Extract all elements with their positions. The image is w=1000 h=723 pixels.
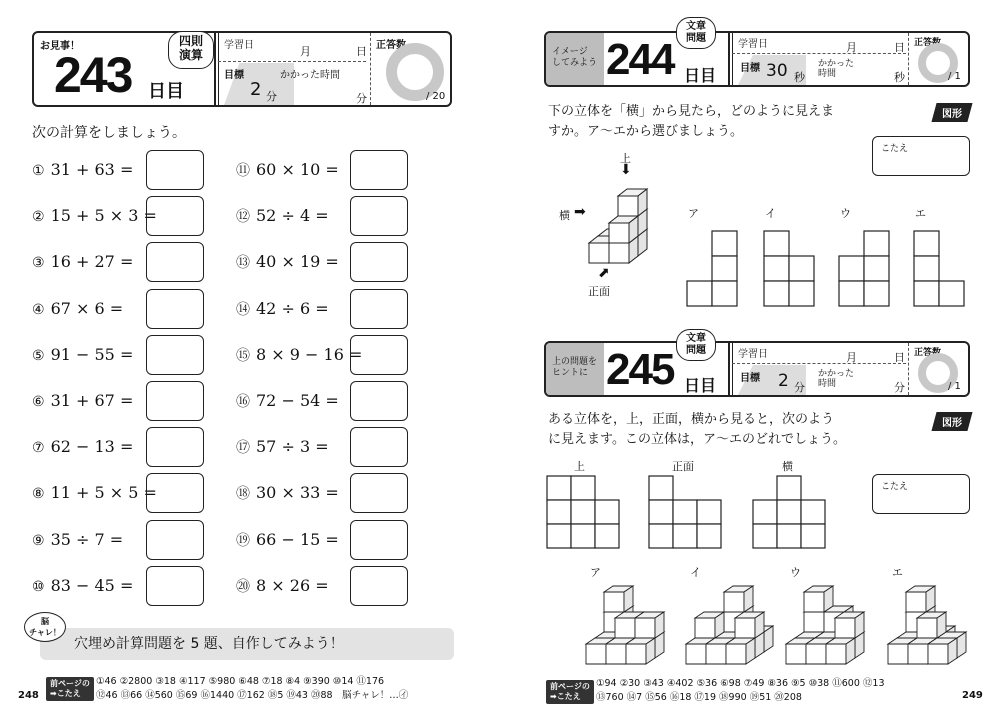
goal-value: 2 [250, 79, 262, 100]
challenge-bar [40, 628, 454, 660]
answers-line-1: ①46 ②2800 ③18 ④117 ⑤980 ⑥48 ⑦18 ⑧4 ⑨390 ⑩14 ⑪176 [96, 676, 385, 687]
page-number-right: 249 [962, 690, 983, 701]
problem-1 [32, 160, 133, 179]
grid-cell [764, 256, 789, 281]
cube-face [604, 592, 624, 612]
problem-expression: 57 ÷ 3 = [256, 437, 329, 457]
answer-box-17[interactable] [350, 427, 408, 467]
cube-face [609, 223, 629, 243]
month-label-244: 月 [846, 41, 857, 54]
problem-number: ⑮ [236, 347, 250, 364]
answer-box-14[interactable] [350, 289, 408, 329]
cube-face [618, 196, 638, 216]
problem-number: ⑲ [236, 532, 250, 549]
grid-cell [764, 281, 789, 306]
answer-box-9[interactable] [146, 520, 204, 560]
day244-header [544, 21, 970, 87]
grid-cell [864, 231, 889, 256]
cube-face [586, 644, 606, 664]
problem-number: ① [32, 163, 45, 179]
view-label-top-245: 上 [574, 460, 585, 473]
grid-cell [801, 524, 825, 548]
grid-cell [673, 524, 697, 548]
score-label-245: 正答数 [914, 348, 942, 358]
grid-cell [673, 500, 697, 524]
day-number: 243 [54, 47, 132, 103]
day-unit: 日目 [148, 81, 184, 102]
cube-face [735, 618, 755, 638]
view-top-grid [546, 475, 620, 549]
tab-text-245: 上の問題を ヒントに [552, 357, 598, 378]
goal-unit-245: 分 [794, 381, 805, 394]
time-unit: 分 [356, 92, 367, 105]
q244-text-2: すか。ア～エから選びましょう。 [548, 124, 744, 139]
cube-face [908, 644, 928, 664]
study-date-label: 学習日 [224, 40, 254, 51]
problem-number: ⑬ [236, 255, 250, 272]
grid-cell [547, 524, 571, 548]
grid-cell [789, 281, 814, 306]
problem-number: ⑩ [32, 578, 45, 595]
problem-16 [236, 391, 339, 411]
answer-box-5[interactable] [146, 335, 204, 375]
grid-cell [914, 231, 939, 256]
grid-cell [712, 231, 737, 256]
cube-face [635, 618, 655, 638]
problem-expression: 67 × 6 = [50, 298, 124, 318]
q245-answer-box[interactable]: こたえ [872, 474, 970, 514]
problem-12 [236, 206, 329, 226]
cube-face [835, 618, 855, 638]
grid-cell [914, 256, 939, 281]
goal-unit: 分 [266, 90, 277, 103]
answer-box-4[interactable] [146, 289, 204, 329]
answer-box-11[interactable] [350, 150, 408, 190]
q244-figure [585, 185, 655, 265]
problem-19 [236, 530, 339, 550]
grid-cell [864, 281, 889, 306]
day245-header [544, 333, 970, 397]
cube-face [906, 592, 926, 612]
problem-7 [32, 437, 133, 456]
page-number-left: 248 [18, 690, 39, 701]
problem-number: ⑯ [236, 394, 250, 410]
q244-tag: 図形 [931, 103, 972, 122]
answer-box-12[interactable] [350, 196, 408, 236]
q245-text-1: ある立体を，上，正面，横から見ると，次のよう [548, 412, 835, 427]
choice-figure-245-3 [884, 588, 974, 668]
problem-6 [32, 391, 133, 410]
choice-grid-244-1 [763, 230, 815, 307]
q245-tag: 図形 [931, 412, 972, 431]
problem-13 [236, 252, 339, 272]
cube-face [609, 243, 629, 263]
grid-cell [649, 524, 673, 548]
choice-label-245-3: エ [892, 566, 903, 579]
grid-cell [547, 500, 571, 524]
time-unit-244: 秒 [894, 71, 905, 84]
problem-17 [236, 437, 329, 457]
answer-box-2[interactable] [146, 196, 204, 236]
grid-cell [649, 476, 673, 500]
cube-face [917, 618, 937, 638]
problem-expression: 8 × 26 = [256, 575, 329, 595]
problem-number: ② [32, 209, 45, 226]
grid-cell [777, 500, 801, 524]
answer-box-1[interactable] [146, 150, 204, 190]
problem-number: ③ [32, 255, 45, 272]
answer-box-13[interactable] [350, 242, 408, 282]
cube-face [726, 644, 746, 664]
q244-text-1: 下の立体を「横」から見たら，どのように見えま [548, 104, 835, 119]
problem-number: ⑫ [236, 209, 250, 226]
problem-4 [32, 299, 123, 318]
cube-face [806, 644, 826, 664]
q244-answer-box[interactable]: こたえ [872, 136, 970, 176]
answer-box-20[interactable] [350, 566, 408, 606]
problem-expression: 35 ÷ 7 = [50, 529, 124, 549]
grid-cell [697, 500, 721, 524]
category-bubble-244: 文章 問題 [676, 17, 716, 49]
cube-face [589, 243, 609, 263]
view-label-top-244: 上 [620, 152, 631, 165]
grid-cell [712, 256, 737, 281]
answers-line-2: ⑫46 ⑬66 ⑭560 ⑮69 ⑯1440 ⑰162 ⑱5 ⑲43 ⑳88 脳チャレ！…㋑ [96, 690, 409, 701]
score-total-245: / 1 [948, 381, 961, 392]
answer-box-16[interactable] [350, 381, 408, 421]
cube-face [804, 612, 824, 632]
score-label: 正答数 [376, 40, 406, 51]
choice-label-245-0: ア [590, 566, 601, 579]
instruction: 次の計算をしましょう。 [32, 125, 186, 141]
grid-cell [547, 476, 571, 500]
choice-figure-245-1 [682, 588, 772, 668]
problem-number: ⑧ [32, 486, 45, 503]
problem-expression: 60 × 10 = [256, 160, 339, 179]
view-front-grid [648, 475, 722, 549]
problem-expression: 40 × 19 = [256, 252, 339, 272]
choice-grid-244-3 [913, 230, 965, 307]
category-bubble: 四則 演算 [168, 31, 214, 69]
prev-answers-label-right: 前ページの ➡こたえ [546, 680, 594, 704]
problem-number: ⑨ [32, 532, 45, 549]
choice-figure-245-2 [782, 588, 872, 668]
grid-cell [571, 476, 595, 500]
arrow-upright-icon: ⬈ [598, 265, 610, 281]
day243-header [32, 31, 452, 107]
problem-expression: 11 + 5 × 5 = [50, 483, 157, 503]
answer-box-6[interactable] [146, 381, 204, 421]
choice-label-244-1: イ [765, 207, 776, 220]
cube-face [615, 618, 635, 638]
arrow-down-icon: ⬇ [620, 162, 632, 178]
score-label-244: 正答数 [914, 38, 942, 48]
goal-unit-244: 秒 [794, 71, 805, 84]
problem-expression: 91 − 55 = [50, 344, 134, 364]
cube-face [888, 644, 908, 664]
problem-expression: 72 − 54 = [256, 391, 339, 410]
problem-number: ④ [32, 301, 45, 318]
answers-line-2-right: ⑬760 ⑭7 ⑮56 ⑯18 ⑰19 ⑱990 ⑲51 ⑳208 [596, 692, 802, 703]
score-total-244: / 1 [948, 71, 961, 82]
challenge-text: 穴埋め計算問題を 5 題、自作してみよう！ [74, 636, 344, 652]
cube-face [686, 644, 706, 664]
answer-box-8[interactable] [146, 473, 204, 513]
time-unit-245: 分 [894, 381, 905, 394]
grid-cell [712, 281, 737, 306]
grid-cell [687, 281, 712, 306]
day-label-244: 日 [894, 41, 905, 54]
tab-text-244: イメージ してみよう [552, 47, 598, 68]
grid-cell [864, 256, 889, 281]
cube-face [626, 644, 646, 664]
problem-number: ⑥ [32, 394, 45, 410]
grid-cell [649, 500, 673, 524]
grid-cell [753, 500, 777, 524]
answer-box-18[interactable] [350, 473, 408, 513]
challenge-icon: 脳 チャレ！ [24, 612, 66, 642]
goal-label-244: 目標 [740, 63, 760, 74]
answers-line-1-right: ①94 ②30 ③43 ④402 ⑤36 ⑥98 ⑦49 ⑧36 ⑨5 ⑩38 ⑪600 ⑫13 [596, 678, 885, 689]
grid-cell [789, 256, 814, 281]
score-total: / 20 [426, 91, 446, 102]
problem-expression: 8 × 9 − 16 = [256, 344, 363, 364]
answer-box-10[interactable] [146, 566, 204, 606]
month-label: 月 [300, 45, 311, 58]
grid-cell [777, 476, 801, 500]
problem-2 [32, 206, 157, 225]
choice-label-244-3: エ [915, 207, 926, 220]
goal-value-244: 30 [766, 61, 788, 81]
cube-face [786, 644, 806, 664]
problem-18 [236, 483, 339, 503]
problem-9 [32, 530, 123, 549]
choice-label-244-2: ウ [840, 207, 851, 220]
problem-expression: 83 − 45 = [50, 575, 134, 595]
day-unit-244: 日目 [684, 66, 717, 85]
problem-15 [236, 345, 362, 365]
problem-expression: 31 + 63 = [50, 160, 134, 179]
choice-grid-244-0 [686, 230, 738, 307]
problem-3 [32, 252, 133, 271]
choice-label-245-2: ウ [790, 566, 801, 579]
cube-face [695, 618, 715, 638]
day-label-245: 日 [894, 351, 905, 364]
study-date-label-244: 学習日 [738, 39, 768, 50]
cube-face [606, 644, 626, 664]
grid-cell [753, 524, 777, 548]
day-number-244: 244 [606, 35, 674, 84]
problem-expression: 66 − 15 = [256, 529, 339, 549]
grid-cell [697, 524, 721, 548]
time-taken-label-245: かかった 時間 [818, 369, 855, 389]
grid-cell [595, 500, 619, 524]
problem-number: ⑰ [236, 440, 250, 457]
grid-cell [839, 256, 864, 281]
view-label-side-244: 横 [559, 209, 570, 222]
goal-value-245: 2 [778, 371, 789, 391]
cube-face [804, 592, 824, 612]
grid-cell [801, 500, 825, 524]
problem-number: ⑱ [236, 486, 250, 503]
problem-expression: 16 + 27 = [50, 252, 134, 272]
problem-expression: 52 ÷ 4 = [256, 206, 329, 226]
q245-text-2: に見えます。この立体は，ア～エのどれでしょう。 [548, 432, 846, 447]
choice-grid-244-2 [838, 230, 890, 307]
choice-label-245-1: イ [690, 566, 701, 579]
study-date-label-245: 学習日 [738, 349, 768, 360]
problem-number: ⑭ [236, 301, 250, 318]
problem-number: ⑪ [236, 163, 250, 179]
problem-expression: 31 + 67 = [50, 391, 134, 410]
day-label: 日 [356, 45, 367, 58]
problem-14 [236, 299, 329, 319]
problem-10 [32, 576, 133, 595]
goal-label-245: 目標 [740, 373, 760, 384]
problem-expression: 15 + 5 × 3 = [50, 206, 157, 226]
grid-cell [939, 281, 964, 306]
category-bubble-245: 文章 問題 [676, 329, 716, 361]
prev-answers-label: 前ページの ➡こたえ [46, 677, 94, 701]
grid-cell [595, 524, 619, 548]
view-label-front-244: 正面 [588, 285, 610, 298]
problem-5 [32, 345, 133, 364]
grid-cell [571, 500, 595, 524]
arrow-right-icon: ➡ [574, 204, 586, 220]
grid-cell [764, 231, 789, 256]
choice-figure-245-0 [582, 588, 672, 668]
problem-8 [32, 483, 157, 502]
problem-expression: 30 × 33 = [256, 483, 339, 503]
answer-box-7[interactable] [146, 427, 204, 467]
month-label-245: 月 [846, 351, 857, 364]
day-unit-245: 日目 [684, 376, 717, 395]
grid-cell [839, 281, 864, 306]
problem-number: ⑤ [32, 347, 45, 364]
cube-face [724, 592, 744, 612]
problem-number: ⑳ [236, 578, 250, 595]
day-number-245: 245 [606, 345, 674, 394]
view-label-side-245: 横 [782, 460, 793, 473]
problem-11 [236, 160, 339, 180]
problem-expression: 42 ÷ 6 = [256, 298, 329, 318]
choice-label-244-0: ア [688, 207, 699, 220]
view-label-front-245: 正面 [672, 460, 694, 473]
cube-face [826, 644, 846, 664]
grid-cell [571, 524, 595, 548]
problem-expression: 62 − 13 = [50, 437, 134, 457]
goal-label: 目標 [224, 70, 244, 81]
view-side-grid [752, 475, 826, 549]
time-taken-label: かかった時間 [280, 70, 340, 81]
grid-cell [777, 524, 801, 548]
time-taken-label-244: かかった 時間 [818, 59, 855, 79]
grid-cell [914, 281, 939, 306]
cube-face [706, 644, 726, 664]
answer-box-15[interactable] [350, 335, 408, 375]
cube-face [928, 644, 948, 664]
problem-20 [236, 576, 329, 596]
problem-number: ⑦ [32, 440, 45, 457]
praise-badge: お見事！ [40, 41, 80, 52]
answer-box-3[interactable] [146, 242, 204, 282]
answer-box-19[interactable] [350, 520, 408, 560]
